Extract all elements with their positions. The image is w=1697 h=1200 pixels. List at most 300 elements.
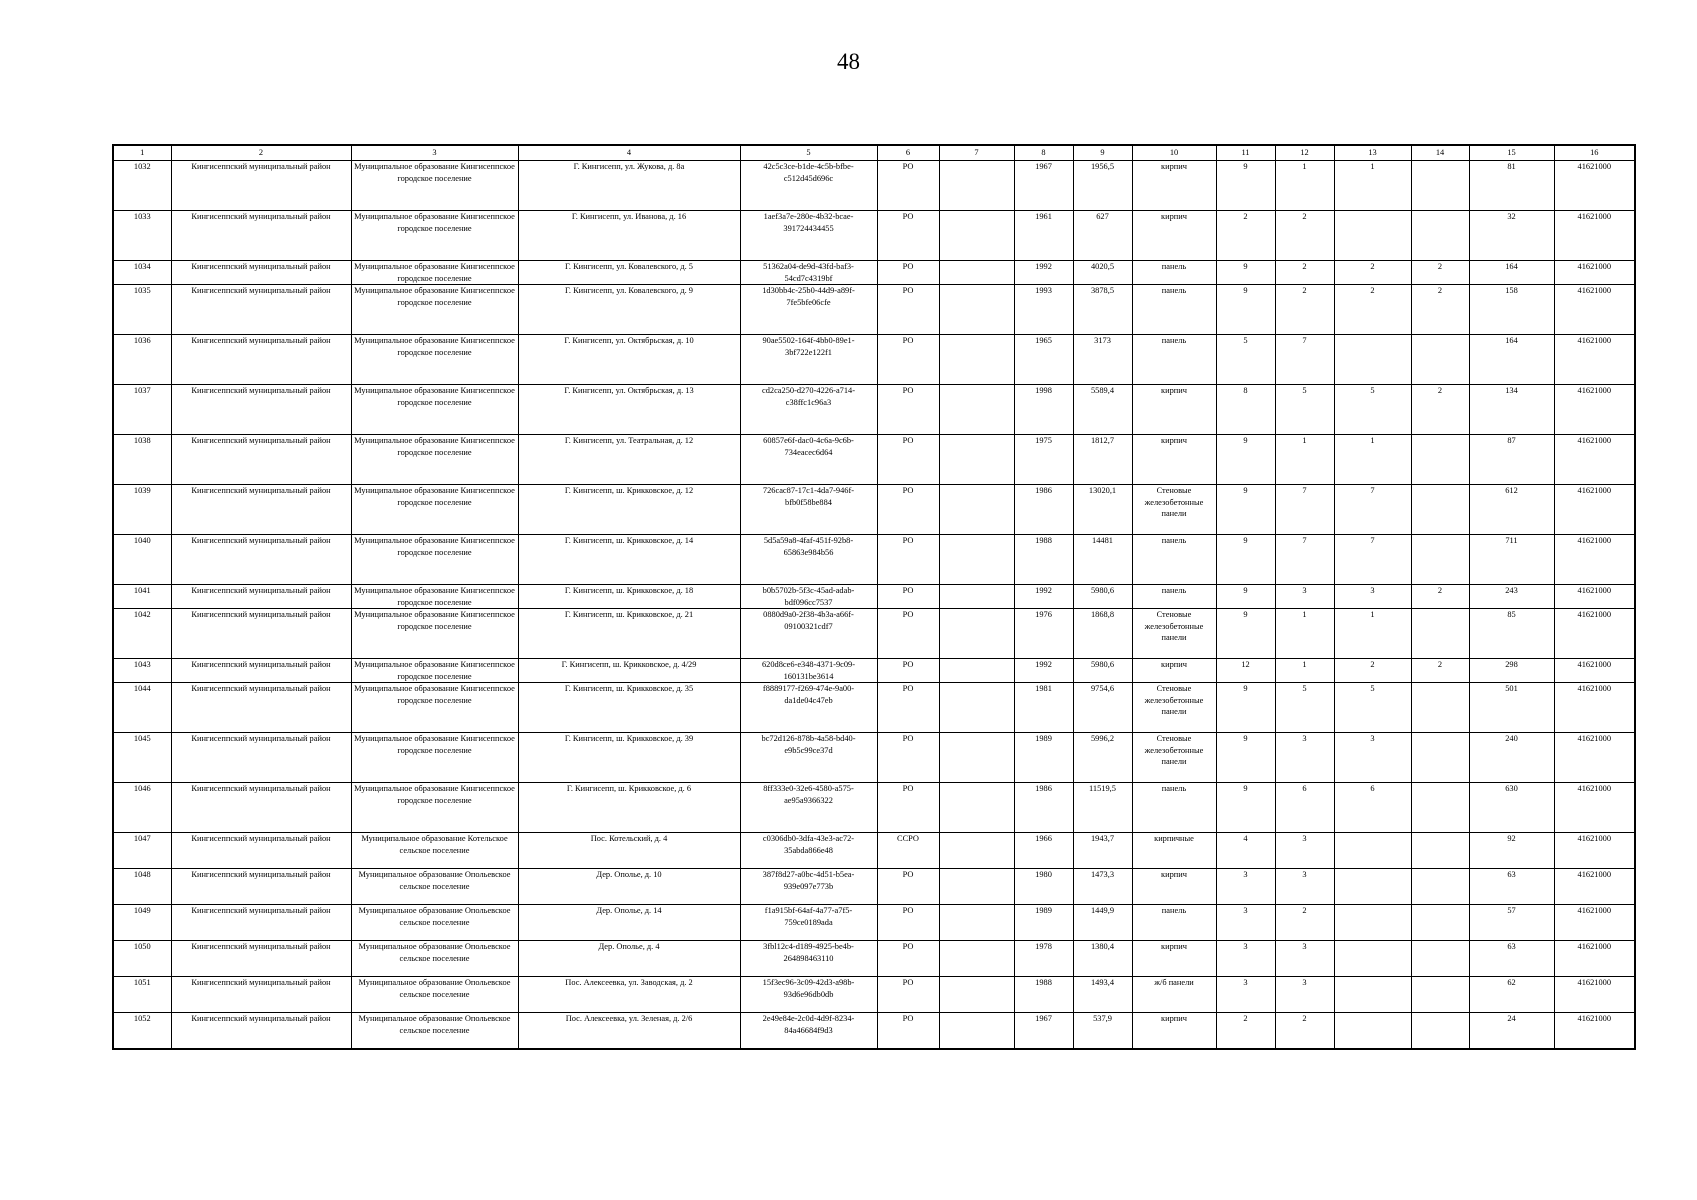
table-row	[113, 385, 1635, 435]
address-cell: Г. Кингисепп, ш. Крикковское, д. 6	[518, 783, 740, 833]
column-header: 8	[1014, 145, 1073, 161]
year-cell: 1993	[1014, 285, 1073, 335]
district-cell: Кингисеппский муниципальный район	[171, 485, 351, 535]
col14-cell	[1411, 683, 1469, 733]
type-cell: РО	[877, 285, 939, 335]
district-cell: Кингисеппский муниципальный район	[171, 609, 351, 659]
table-row	[113, 211, 1635, 261]
type-cell: РО	[877, 211, 939, 261]
type-cell: РО	[877, 385, 939, 435]
address-cell: Пос. Алексеевка, ул. Заводская, д. 2	[518, 977, 740, 1013]
col13-cell	[1334, 977, 1411, 1013]
address-cell: Г. Кингисепп, ш. Крикковское, д. 4/29	[518, 659, 740, 683]
year-cell: 1989	[1014, 905, 1073, 941]
year-cell: 1961	[1014, 211, 1073, 261]
guid-cell: 726cac87-17c1-4da7-946f-bfb0f58be884	[740, 485, 877, 535]
row-number-cell: 1042	[113, 609, 171, 659]
district-cell: Кингисеппский муниципальный район	[171, 535, 351, 585]
table-row	[113, 485, 1635, 535]
row-number-cell: 1049	[113, 905, 171, 941]
year-cell: 1992	[1014, 659, 1073, 683]
col13-cell: 7	[1334, 485, 1411, 535]
year-cell: 1967	[1014, 1013, 1073, 1050]
oktmo-cell: 41621000	[1554, 535, 1635, 585]
row-number-cell: 1047	[113, 833, 171, 869]
col15-cell: 711	[1469, 535, 1554, 585]
year-cell: 1992	[1014, 585, 1073, 609]
district-cell: Кингисеппский муниципальный район	[171, 385, 351, 435]
municipality-cell: Муниципальное образование Опольевское сельское поселение	[351, 905, 518, 941]
guid-cell: 8ff333e0-32e6-4580-a575-ae95a9366322	[740, 783, 877, 833]
guid-cell: 51362a04-de9d-43fd-baf3-54cd7c4319bf	[740, 261, 877, 285]
address-cell: Пос. Котельский, д. 4	[518, 833, 740, 869]
district-cell: Кингисеппский муниципальный район	[171, 1013, 351, 1050]
material-cell: кирпичные	[1132, 833, 1216, 869]
municipality-cell: Муниципальное образование Кингисеппское городское поселение	[351, 285, 518, 335]
area-cell: 1868,8	[1073, 609, 1132, 659]
material-cell: панель	[1132, 535, 1216, 585]
col14-cell	[1411, 733, 1469, 783]
floors-cell: 2	[1216, 1013, 1275, 1050]
col15-cell: 612	[1469, 485, 1554, 535]
area-cell: 4020,5	[1073, 261, 1132, 285]
col13-cell: 5	[1334, 385, 1411, 435]
guid-cell: 5d5a59a8-4faf-451f-92b8-65863e984b56	[740, 535, 877, 585]
area-cell: 1956,5	[1073, 161, 1132, 211]
col12-cell: 3	[1275, 977, 1334, 1013]
floors-cell: 3	[1216, 905, 1275, 941]
oktmo-cell: 41621000	[1554, 585, 1635, 609]
col14-cell	[1411, 905, 1469, 941]
area-cell: 3878,5	[1073, 285, 1132, 335]
floors-cell: 4	[1216, 833, 1275, 869]
year-cell: 1976	[1014, 609, 1073, 659]
col14-cell: 2	[1411, 285, 1469, 335]
row-number-cell: 1039	[113, 485, 171, 535]
table-row	[113, 1013, 1635, 1050]
col13-cell	[1334, 211, 1411, 261]
col14-cell	[1411, 161, 1469, 211]
municipality-cell: Муниципальное образование Опольевское сельское поселение	[351, 1013, 518, 1050]
col14-cell: 2	[1411, 659, 1469, 683]
guid-cell: 42c5c3ce-b1de-4c5b-bfbe-c512d45d696c	[740, 161, 877, 211]
area-cell: 11519,5	[1073, 783, 1132, 833]
oktmo-cell: 41621000	[1554, 683, 1635, 733]
floors-cell: 3	[1216, 941, 1275, 977]
column-header: 16	[1554, 145, 1635, 161]
area-cell: 5996,2	[1073, 733, 1132, 783]
col15-cell: 164	[1469, 261, 1554, 285]
guid-cell: cd2ca250-d270-4226-a714-c38ffc1c96a3	[740, 385, 877, 435]
col15-cell: 501	[1469, 683, 1554, 733]
column-header: 12	[1275, 145, 1334, 161]
municipality-cell: Муниципальное образование Кингисеппское городское поселение	[351, 485, 518, 535]
guid-cell: f1a915bf-64af-4a77-a7f5-759ce0189ada	[740, 905, 877, 941]
column-header: 11	[1216, 145, 1275, 161]
col7-cell	[939, 485, 1014, 535]
col7-cell	[939, 609, 1014, 659]
oktmo-cell: 41621000	[1554, 335, 1635, 385]
district-cell: Кингисеппский муниципальный район	[171, 833, 351, 869]
address-cell: Дер. Ополье, д. 14	[518, 905, 740, 941]
floors-cell: 9	[1216, 261, 1275, 285]
municipality-cell: Муниципальное образование Кингисеппское городское поселение	[351, 261, 518, 285]
col13-cell	[1334, 1013, 1411, 1050]
type-cell: РО	[877, 161, 939, 211]
municipality-cell: Муниципальное образование Кингисеппское городское поселение	[351, 783, 518, 833]
col14-cell	[1411, 869, 1469, 905]
floors-cell: 9	[1216, 609, 1275, 659]
municipality-cell: Муниципальное образование Кингисеппское городское поселение	[351, 161, 518, 211]
col7-cell	[939, 833, 1014, 869]
col15-cell: 63	[1469, 869, 1554, 905]
oktmo-cell: 41621000	[1554, 609, 1635, 659]
col14-cell	[1411, 833, 1469, 869]
col12-cell: 1	[1275, 609, 1334, 659]
address-cell: Г. Кингисепп, ш. Крикковское, д. 18	[518, 585, 740, 609]
col15-cell: 24	[1469, 1013, 1554, 1050]
col13-cell: 1	[1334, 609, 1411, 659]
col14-cell: 2	[1411, 261, 1469, 285]
col13-cell: 2	[1334, 261, 1411, 285]
material-cell: панель	[1132, 905, 1216, 941]
area-cell: 537,9	[1073, 1013, 1132, 1050]
address-cell: Дер. Ополье, д. 10	[518, 869, 740, 905]
material-cell: Стеновые железобетонные панели	[1132, 609, 1216, 659]
oktmo-cell: 41621000	[1554, 659, 1635, 683]
row-number-cell: 1050	[113, 941, 171, 977]
guid-cell: 90ae5502-164f-4bb0-89e1-3bf722e122f1	[740, 335, 877, 385]
col15-cell: 240	[1469, 733, 1554, 783]
material-cell: панель	[1132, 261, 1216, 285]
district-cell: Кингисеппский муниципальный район	[171, 869, 351, 905]
type-cell: РО	[877, 659, 939, 683]
table-row	[113, 783, 1635, 833]
oktmo-cell: 41621000	[1554, 211, 1635, 261]
row-number-cell: 1043	[113, 659, 171, 683]
col13-cell: 5	[1334, 683, 1411, 733]
type-cell: РО	[877, 941, 939, 977]
col7-cell	[939, 161, 1014, 211]
municipality-cell: Муниципальное образование Кингисеппское городское поселение	[351, 683, 518, 733]
col12-cell: 2	[1275, 285, 1334, 335]
col15-cell: 57	[1469, 905, 1554, 941]
col14-cell	[1411, 535, 1469, 585]
col13-cell: 2	[1334, 285, 1411, 335]
row-number-cell: 1034	[113, 261, 171, 285]
col12-cell: 3	[1275, 869, 1334, 905]
area-cell: 1943,7	[1073, 833, 1132, 869]
oktmo-cell: 41621000	[1554, 833, 1635, 869]
municipality-cell: Муниципальное образование Кингисеппское городское поселение	[351, 385, 518, 435]
col7-cell	[939, 1013, 1014, 1050]
oktmo-cell: 41621000	[1554, 783, 1635, 833]
area-cell: 1473,3	[1073, 869, 1132, 905]
floors-cell: 3	[1216, 977, 1275, 1013]
col15-cell: 243	[1469, 585, 1554, 609]
area-cell: 5980,6	[1073, 585, 1132, 609]
material-cell: панель	[1132, 783, 1216, 833]
col14-cell	[1411, 211, 1469, 261]
floors-cell: 9	[1216, 783, 1275, 833]
municipality-cell: Муниципальное образование Кингисеппское городское поселение	[351, 609, 518, 659]
row-number-cell: 1035	[113, 285, 171, 335]
area-cell: 14481	[1073, 535, 1132, 585]
floors-cell: 9	[1216, 485, 1275, 535]
material-cell: панель	[1132, 285, 1216, 335]
municipality-cell: Муниципальное образование Кингисеппское городское поселение	[351, 733, 518, 783]
col14-cell	[1411, 783, 1469, 833]
row-number-cell: 1037	[113, 385, 171, 435]
floors-cell: 8	[1216, 385, 1275, 435]
col7-cell	[939, 905, 1014, 941]
col12-cell: 7	[1275, 535, 1334, 585]
oktmo-cell: 41621000	[1554, 485, 1635, 535]
col12-cell: 2	[1275, 905, 1334, 941]
table-row	[113, 161, 1635, 211]
col7-cell	[939, 683, 1014, 733]
address-cell: Г. Кингисепп, ул. Театральная, д. 12	[518, 435, 740, 485]
col7-cell	[939, 435, 1014, 485]
col12-cell: 3	[1275, 941, 1334, 977]
year-cell: 1967	[1014, 161, 1073, 211]
address-cell: Дер. Ополье, д. 4	[518, 941, 740, 977]
guid-cell: 620d8ce6-e348-4371-9c09-160131be3614	[740, 659, 877, 683]
page-number: 48	[837, 49, 860, 74]
row-number-cell: 1033	[113, 211, 171, 261]
col12-cell: 3	[1275, 733, 1334, 783]
municipality-cell: Муниципальное образование Опольевское сельское поселение	[351, 977, 518, 1013]
guid-cell: 387f8d27-a0bc-4d51-b5ea-939e097e773b	[740, 869, 877, 905]
guid-cell: 0880d9a0-2f38-4b3a-a66f-09100321cdf7	[740, 609, 877, 659]
district-cell: Кингисеппский муниципальный район	[171, 435, 351, 485]
col13-cell: 3	[1334, 585, 1411, 609]
material-cell: панель	[1132, 585, 1216, 609]
material-cell: кирпич	[1132, 435, 1216, 485]
area-cell: 1449,9	[1073, 905, 1132, 941]
year-cell: 1981	[1014, 683, 1073, 733]
col12-cell: 2	[1275, 1013, 1334, 1050]
oktmo-cell: 41621000	[1554, 869, 1635, 905]
floors-cell: 9	[1216, 435, 1275, 485]
district-cell: Кингисеппский муниципальный район	[171, 977, 351, 1013]
column-header: 3	[351, 145, 518, 161]
area-cell: 9754,6	[1073, 683, 1132, 733]
col7-cell	[939, 285, 1014, 335]
district-cell: Кингисеппский муниципальный район	[171, 659, 351, 683]
col15-cell: 158	[1469, 285, 1554, 335]
col15-cell: 85	[1469, 609, 1554, 659]
col14-cell	[1411, 977, 1469, 1013]
district-cell: Кингисеппский муниципальный район	[171, 585, 351, 609]
col13-cell	[1334, 941, 1411, 977]
column-header: 13	[1334, 145, 1411, 161]
guid-cell: b0b5702b-5f3c-45ad-adab-bdf096cc7537	[740, 585, 877, 609]
municipality-cell: Муниципальное образование Котельское сельское поселение	[351, 833, 518, 869]
oktmo-cell: 41621000	[1554, 977, 1635, 1013]
year-cell: 1966	[1014, 833, 1073, 869]
material-cell: Стеновые железобетонные панели	[1132, 683, 1216, 733]
col7-cell	[939, 941, 1014, 977]
floors-cell: 9	[1216, 683, 1275, 733]
material-cell: кирпич	[1132, 385, 1216, 435]
material-cell: кирпич	[1132, 161, 1216, 211]
table-row	[113, 977, 1635, 1013]
col7-cell	[939, 733, 1014, 783]
oktmo-cell: 41621000	[1554, 905, 1635, 941]
district-cell: Кингисеппский муниципальный район	[171, 335, 351, 385]
col12-cell: 7	[1275, 485, 1334, 535]
col15-cell: 630	[1469, 783, 1554, 833]
row-number-cell: 1045	[113, 733, 171, 783]
column-header: 7	[939, 145, 1014, 161]
floors-cell: 9	[1216, 733, 1275, 783]
row-number-cell: 1036	[113, 335, 171, 385]
floors-cell: 9	[1216, 535, 1275, 585]
col7-cell	[939, 385, 1014, 435]
type-cell: РО	[877, 905, 939, 941]
col12-cell: 2	[1275, 211, 1334, 261]
row-number-cell: 1041	[113, 585, 171, 609]
type-cell: РО	[877, 1013, 939, 1050]
col15-cell: 92	[1469, 833, 1554, 869]
guid-cell: f8889177-f269-474e-9a00-da1de04c47eb	[740, 683, 877, 733]
column-header: 9	[1073, 145, 1132, 161]
table-row	[113, 435, 1635, 485]
col12-cell: 7	[1275, 335, 1334, 385]
col7-cell	[939, 659, 1014, 683]
guid-cell: 3fbl12c4-d189-4925-be4b-264898463110	[740, 941, 877, 977]
municipality-cell: Муниципальное образование Кингисеппское городское поселение	[351, 659, 518, 683]
oktmo-cell: 41621000	[1554, 261, 1635, 285]
col7-cell	[939, 869, 1014, 905]
housing-registry-table	[112, 144, 1636, 1050]
col12-cell: 6	[1275, 783, 1334, 833]
address-cell: Г. Кингисепп, ш. Крикковское, д. 12	[518, 485, 740, 535]
column-header: 4	[518, 145, 740, 161]
floors-cell: 2	[1216, 211, 1275, 261]
area-cell: 3173	[1073, 335, 1132, 385]
floors-cell: 9	[1216, 585, 1275, 609]
col13-cell: 7	[1334, 535, 1411, 585]
col13-cell: 1	[1334, 435, 1411, 485]
col7-cell	[939, 211, 1014, 261]
col12-cell: 1	[1275, 161, 1334, 211]
table-row	[113, 905, 1635, 941]
col15-cell: 81	[1469, 161, 1554, 211]
oktmo-cell: 41621000	[1554, 385, 1635, 435]
address-cell: Г. Кингисепп, ул. Ковалевского, д. 9	[518, 285, 740, 335]
table-row	[113, 833, 1635, 869]
district-cell: Кингисеппский муниципальный район	[171, 211, 351, 261]
municipality-cell: Муниципальное образование Кингисеппское городское поселение	[351, 585, 518, 609]
type-cell: РО	[877, 535, 939, 585]
col13-cell	[1334, 869, 1411, 905]
table-row	[113, 659, 1635, 683]
column-header: 5	[740, 145, 877, 161]
column-header: 1	[113, 145, 171, 161]
area-cell: 627	[1073, 211, 1132, 261]
col12-cell: 2	[1275, 261, 1334, 285]
material-cell: панель	[1132, 335, 1216, 385]
col15-cell: 63	[1469, 941, 1554, 977]
col14-cell	[1411, 335, 1469, 385]
district-cell: Кингисеппский муниципальный район	[171, 941, 351, 977]
municipality-cell: Муниципальное образование Кингисеппское городское поселение	[351, 435, 518, 485]
address-cell: Г. Кингисепп, ул. Ковалевского, д. 5	[518, 261, 740, 285]
year-cell: 1980	[1014, 869, 1073, 905]
year-cell: 1988	[1014, 535, 1073, 585]
row-number-cell: 1046	[113, 783, 171, 833]
table-row	[113, 683, 1635, 733]
type-cell: РО	[877, 977, 939, 1013]
row-number-cell: 1051	[113, 977, 171, 1013]
guid-cell: 1d30bb4c-25b0-44d9-a89f-7fe5bfe06cfe	[740, 285, 877, 335]
row-number-cell: 1032	[113, 161, 171, 211]
col7-cell	[939, 535, 1014, 585]
col14-cell: 2	[1411, 385, 1469, 435]
col15-cell: 87	[1469, 435, 1554, 485]
material-cell: Стеновые железобетонные панели	[1132, 733, 1216, 783]
col13-cell: 2	[1334, 659, 1411, 683]
type-cell: РО	[877, 261, 939, 285]
year-cell: 1988	[1014, 977, 1073, 1013]
guid-cell: 2e49e84e-2c0d-4d9f-8234-84a46684f9d3	[740, 1013, 877, 1050]
col14-cell	[1411, 609, 1469, 659]
col15-cell: 32	[1469, 211, 1554, 261]
column-number-row	[113, 145, 1635, 161]
guid-cell: bc72d126-878b-4a58-bd40-e9b5c99ce37d	[740, 733, 877, 783]
table-row	[113, 869, 1635, 905]
area-cell: 5980,6	[1073, 659, 1132, 683]
district-cell: Кингисеппский муниципальный район	[171, 161, 351, 211]
row-number-cell: 1038	[113, 435, 171, 485]
year-cell: 1986	[1014, 783, 1073, 833]
col7-cell	[939, 335, 1014, 385]
oktmo-cell: 41621000	[1554, 161, 1635, 211]
material-cell: кирпич	[1132, 941, 1216, 977]
address-cell: Г. Кингисепп, ул. Жукова, д. 8а	[518, 161, 740, 211]
type-cell: ССРО	[877, 833, 939, 869]
district-cell: Кингисеппский муниципальный район	[171, 683, 351, 733]
address-cell: Г. Кингисепп, ул. Октябрьская, д. 13	[518, 385, 740, 435]
type-cell: РО	[877, 609, 939, 659]
col12-cell: 1	[1275, 435, 1334, 485]
material-cell: кирпич	[1132, 1013, 1216, 1050]
material-cell: Стеновые железобетонные панели	[1132, 485, 1216, 535]
table-row	[113, 261, 1635, 285]
column-header: 10	[1132, 145, 1216, 161]
oktmo-cell: 41621000	[1554, 733, 1635, 783]
address-cell: Г. Кингисепп, ул. Иванова, д. 16	[518, 211, 740, 261]
material-cell: кирпич	[1132, 659, 1216, 683]
address-cell: Г. Кингисепп, ш. Крикковское, д. 21	[518, 609, 740, 659]
address-cell: Г. Кингисепп, ул. Октябрьская, д. 10	[518, 335, 740, 385]
type-cell: РО	[877, 585, 939, 609]
guid-cell: 15f3ec96-3c09-42d3-a98b-93d6e96db0db	[740, 977, 877, 1013]
area-cell: 5589,4	[1073, 385, 1132, 435]
table-row	[113, 585, 1635, 609]
col12-cell: 3	[1275, 833, 1334, 869]
floors-cell: 9	[1216, 161, 1275, 211]
guid-cell: c0306db0-3dfa-43e3-ac72-35abda866e48	[740, 833, 877, 869]
row-number-cell: 1044	[113, 683, 171, 733]
type-cell: РО	[877, 335, 939, 385]
col15-cell: 164	[1469, 335, 1554, 385]
col12-cell: 3	[1275, 585, 1334, 609]
material-cell: кирпич	[1132, 211, 1216, 261]
municipality-cell: Муниципальное образование Опольевское сельское поселение	[351, 869, 518, 905]
